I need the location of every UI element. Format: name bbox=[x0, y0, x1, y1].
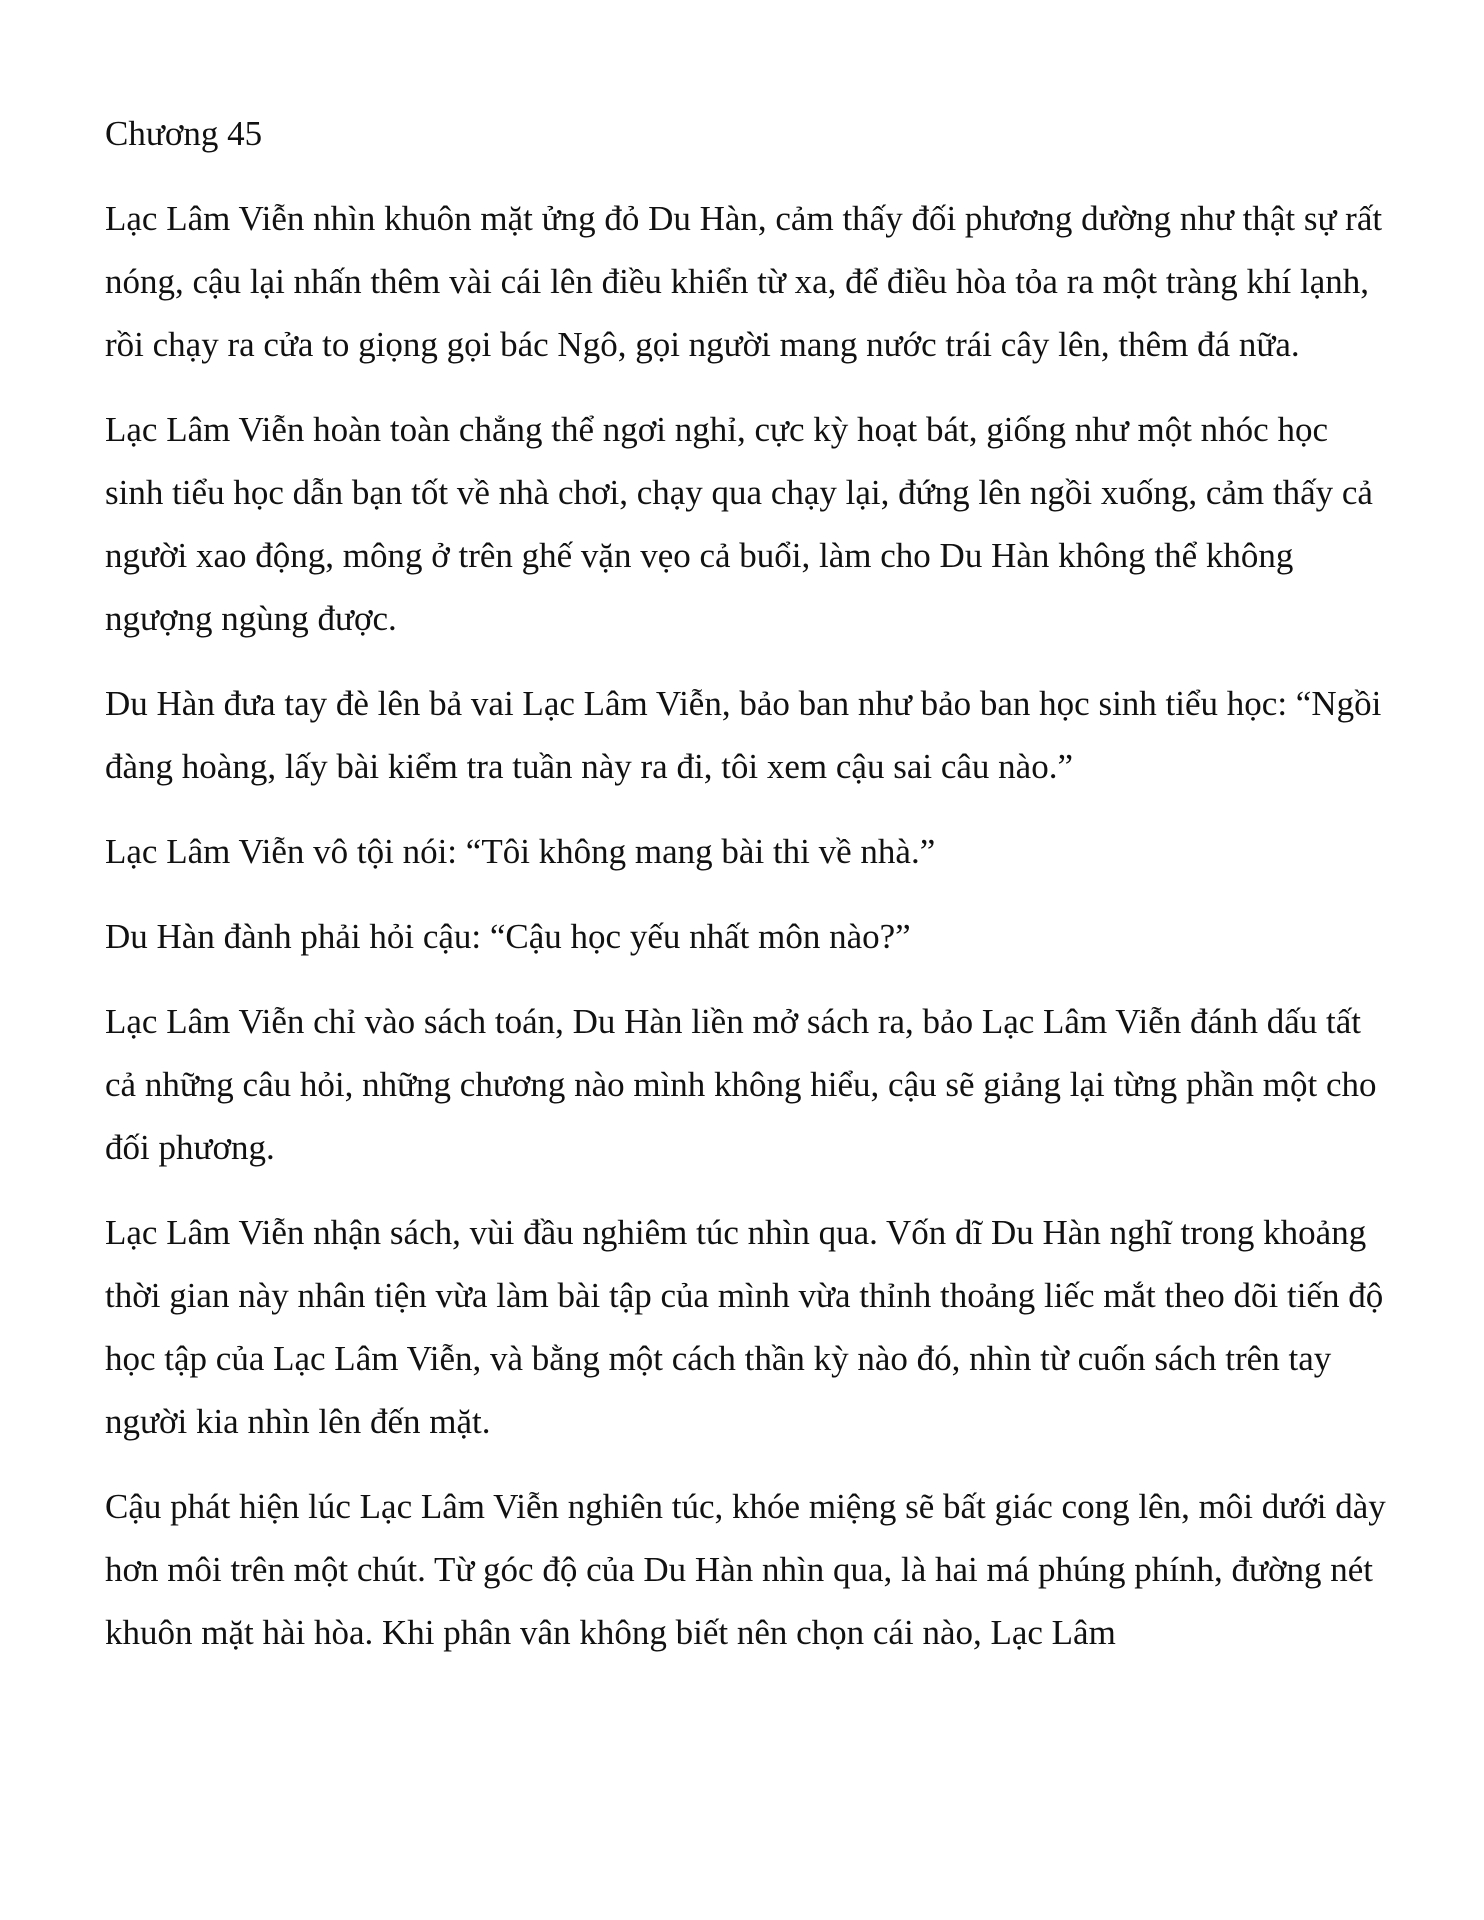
paragraph: Lạc Lâm Viễn hoàn toàn chẳng thể ngơi nghỉ, cực kỳ hoạt bát, giống như một nhóc học sinh tiểu học dẫn bạn tốt về nhà chơi, chạy qua chạy lại, đứng lên ngồi xuống, cảm thấy cả người xao động, mông ở trên ghế vặn vẹo cả buổi, làm cho Du Hàn không thể không ngượng ngùng được. bbox=[105, 410, 1373, 638]
paragraph: Cậu phát hiện lúc Lạc Lâm Viễn nghiên túc, khóe miệng sẽ bất giác cong lên, môi dưới dày hơn môi trên một chút. Từ góc độ của Du Hàn nhìn qua, là hai má phúng phính, đường nét khuôn mặt hài hòa. Khi phân vân không biết nên chọn cái nào, Lạc Lâm bbox=[105, 1487, 1386, 1652]
paragraph: Du Hàn đưa tay đè lên bả vai Lạc Lâm Viễn, bảo ban như bảo ban học sinh tiểu học: “Ngồi đàng hoàng, lấy bài kiểm tra tuần này ra đi, tôi xem cậu sai câu nào.” bbox=[105, 684, 1382, 786]
paragraph: Lạc Lâm Viễn chỉ vào sách toán, Du Hàn liền mở sách ra, bảo Lạc Lâm Viễn đánh dấu tất cả những câu hỏi, những chương nào mình không hiểu, cậu sẽ giảng lại từng phần một cho đối phương. bbox=[105, 1002, 1377, 1167]
chapter-title: Chương 45 bbox=[105, 114, 263, 153]
paragraph: Lạc Lâm Viễn vô tội nói: “Tôi không mang bài thi về nhà.” bbox=[105, 832, 936, 871]
document-body bbox=[105, 102, 1395, 1686]
paragraph: Lạc Lâm Viễn nhận sách, vùi đầu nghiêm túc nhìn qua. Vốn dĩ Du Hàn nghĩ trong khoảng thời gian này nhân tiện vừa làm bài tập của mình vừa thỉnh thoảng liếc mắt theo dõi tiến độ học tập của Lạc Lâm Viễn, và bằng một cách thần kỳ nào đó, nhìn từ cuốn sách trên tay người kia nhìn lên đến mặt. bbox=[105, 1213, 1384, 1441]
paragraph: Lạc Lâm Viễn nhìn khuôn mặt ửng đỏ Du Hàn, cảm thấy đối phương dường như thật sự rất nóng, cậu lại nhấn thêm vài cái lên điều khiển từ xa, để điều hòa tỏa ra một tràng khí lạnh, rồi chạy ra cửa to giọng gọi bác Ngô, gọi người mang nước trái cây lên, thêm đá nữa. bbox=[105, 199, 1383, 364]
paragraph: Du Hàn đành phải hỏi cậu: “Cậu học yếu nhất môn nào?” bbox=[105, 917, 911, 956]
